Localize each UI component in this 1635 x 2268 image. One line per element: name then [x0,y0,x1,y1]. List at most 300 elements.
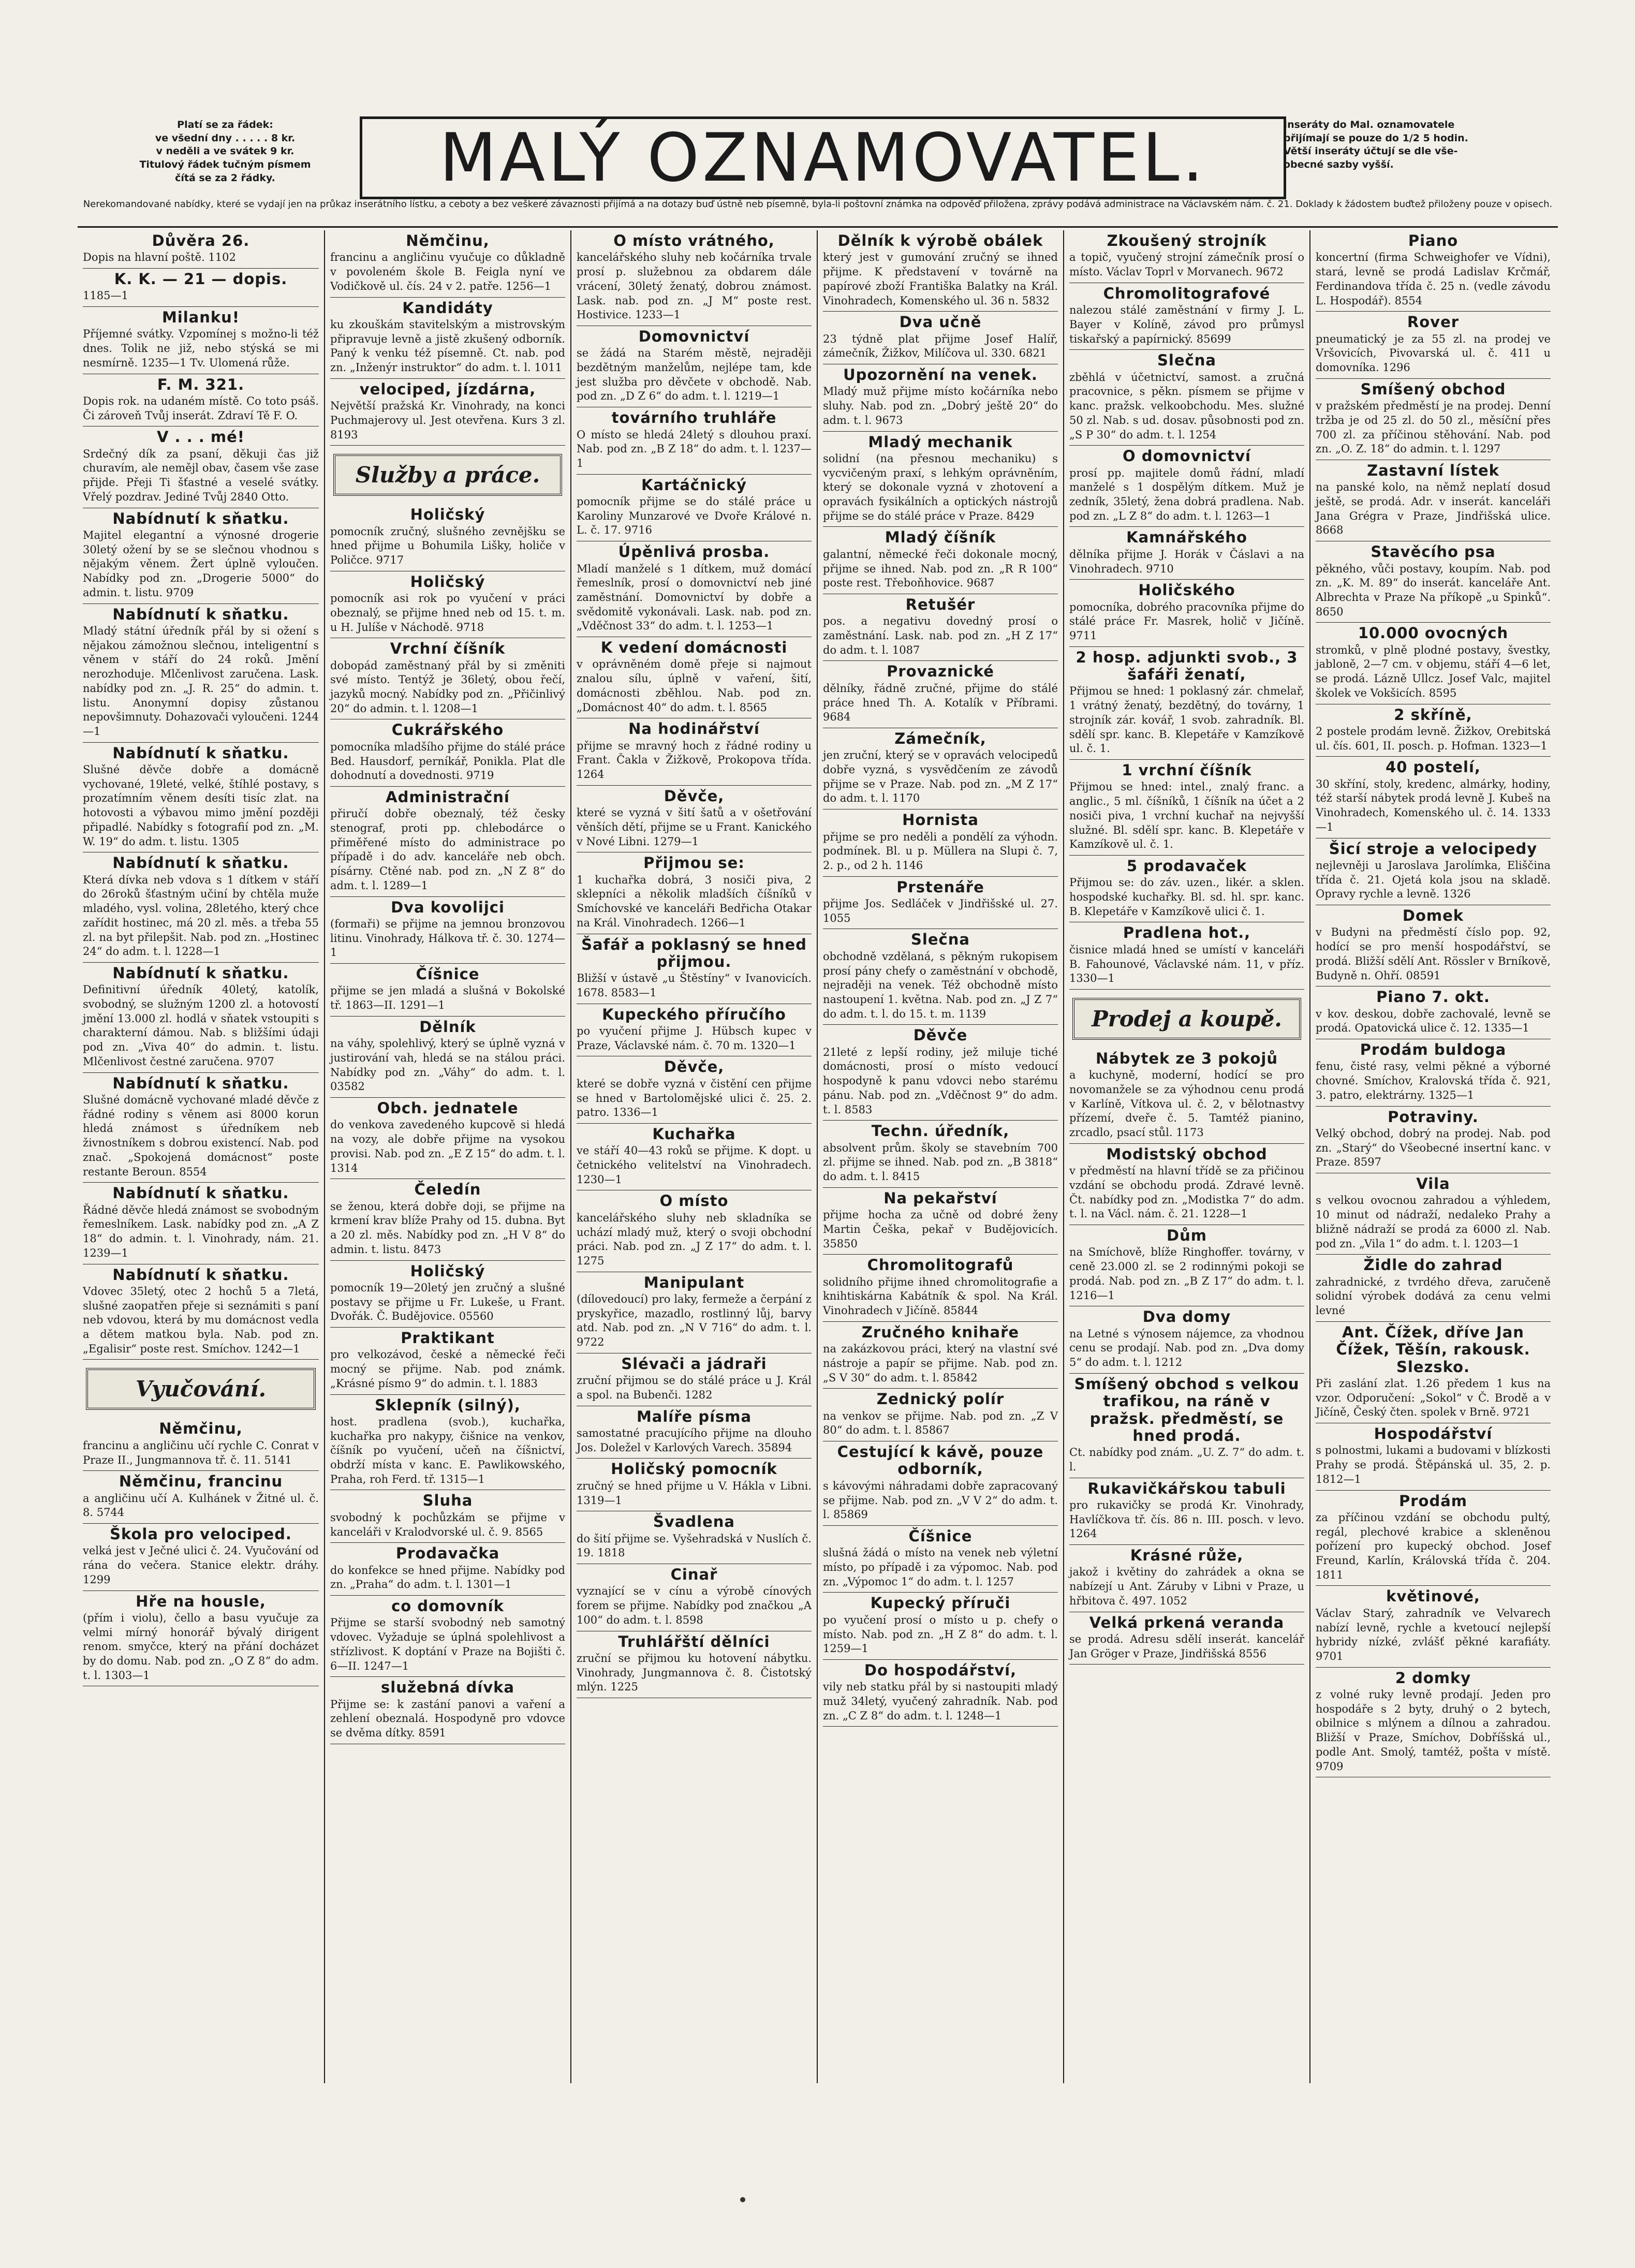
ad-text: jen zruční, který se v opravách velocipedů dobře vyzná, s vysvědčením ze závodů přijme se v Praze. Nab. pod zn. „M Z 17“ do adm. t. l. 1170 [823,749,1058,805]
ad-heading: Číšnice [908,1527,973,1545]
ad-heading: Milanku! [161,308,240,327]
ad-text: 1 kuchařka dobrá, 3 nosiči piva, 2 sklepníci a několik mladších číšníků v Smíchovské ve kanceláři Bedřicha Otakar na Král. Vinohradech. 1266—1 [577,873,812,929]
ad-heading: 40 postelí, [1386,758,1481,776]
section-heading: Služby a práce. [333,454,562,496]
rate-line: čítá se za 2 řádky. [175,172,275,184]
ad-heading: Dva kovolijci [391,898,505,916]
classified-ad [577,786,812,853]
ad-text: pneumatický je za 55 zl. na prodej ve Vršovicích, Pivovarská ul. č. 411 u domovníka. 1296 [1316,332,1551,374]
classified-ad [823,728,1058,809]
ad-heading: Stavěcího psa [1371,543,1496,561]
ad-text: Majitel elegantní a výnosné drogerie 30letý ožení by se se slečnou vhodnou s nějakým věnem. Žert úplně vyloučen. Nabídky pod zn. „Drogerie 5000“ do admin. t. listu. 9709 [83,528,319,599]
ad-heading: 5 prodavaček [1126,857,1247,875]
ad-heading: Upozornění na venek. [843,366,1038,384]
classified-ad [577,1004,812,1057]
ad-text: solidní (na přesnou mechaniku) s vycvičeným praxí, s lehkým oprávněním, který se dokonale vyzná v zhotovení a opravách fysikálních a optických nástrojů přijme se do stálé práce v Praze. 8429 [823,452,1058,522]
ad-heading: K. K. — 21 — dopis. [114,270,288,288]
ad-heading: 2 domky [1395,1669,1471,1687]
ad-text: pomocníka mladšího přijme do stálé práce Bed. Hausdorf, perníkář, Ponikla. Plat dle dohodnutí a dovednosti. 9719 [330,740,565,782]
classified-ad [83,1418,319,1471]
ad-heading: O místo [659,1192,729,1210]
ad-heading: Velká prkená veranda [1089,1613,1285,1631]
classified-ad [83,743,319,853]
ad-heading: F. M. 321. [157,375,245,393]
classified-ad [330,1261,565,1328]
ad-text: Největší pražská Kr. Vinohrady, na konci Puchmajerovy ul. Jest otevřena. Kurs 3 zl. 8193 [330,400,565,441]
classified-ad [1069,856,1304,923]
classified-ad [577,1272,812,1353]
classified-ad [1316,623,1551,704]
ad-heading: V . . . mé! [157,428,245,446]
classified-ad [83,1524,319,1591]
ad-heading: Administrační [386,788,510,806]
ad-text: fenu, čisté rasy, velmi pěkné a výborné chovné. Smíchov, Kralovská třída č. 921, 3. patro, elektrárny. 1325—1 [1316,1060,1551,1101]
ad-heading: Holičského [1138,581,1235,599]
classified-ad [1316,460,1551,541]
classified-ad [577,1511,812,1564]
ad-heading: Děvče, [664,787,725,805]
ad-column [1309,230,1556,2083]
ad-heading: Mladý mechanik [868,433,1013,451]
ad-heading: Holičský [410,1262,485,1280]
classified-ad [1316,757,1551,838]
ad-heading: Němčinu, [159,1420,243,1438]
ad-text: se ženou, která dobře doji, se přijme na krmení krav blíže Prahy od 15. dubna. Byt a 20 zl. měs. Nabídky pod zn. „H V 8“ do admin. t. listu. 8473 [330,1200,565,1256]
ad-column [817,230,1063,2083]
classified-ad [1069,1306,1304,1374]
ad-text: čisnice mladá hned se umístí v kanceláři B. Fahounové, Václavské nám. 11, v příz. 1330—1 [1069,943,1304,985]
ad-heading: Malíře písma [636,1407,752,1425]
classified-ad [577,326,812,407]
ad-text: Bližší v ústavě „u Štěstíny“ v Ivanovicích. 1678. 8583—1 [577,972,812,999]
ad-text: a kuchyně, moderní, hodící se pro novomanžele se za výhodnou cenu prodá v Karlíně, Vítkova ul. č. 2, v bělotnastvy přízemí, dveře č. 5. Tamtéž pianino, zrcadlo, psací stůl. 1173 [1069,1069,1304,1139]
ad-text: pos. a negativu dovedný prosí o zaměstnání. Lask. nab. pod zn. „H Z 17“ do adm. t. l. 1087 [823,615,1058,656]
classified-ad [83,1183,319,1264]
rate-line: Platí se za řádek: [177,119,273,130]
classified-ad [577,637,812,718]
rate-line: Větší inseráty účtují se dle vše- [1284,145,1458,157]
ad-text: ve stáří 40—43 roků se přijme. K dopt. u četnického velitelství na Vinohradech. 1230—1 [577,1144,812,1186]
classified-ad [823,364,1058,432]
classified-ad [1316,1107,1551,1174]
ad-heading: Modistský obchod [1106,1145,1268,1163]
classified-ad [1069,446,1304,527]
ad-heading: K vedení domácnosti [600,639,788,657]
ad-text: po vyučení přijme J. Hübsch kupec v Praze, Václavské nám. č. 70 m. 1320—1 [577,1025,812,1052]
classified-ad [330,1490,565,1543]
classified-ad [1069,1374,1304,1478]
ad-text: pěkného, vůči postavy, koupím. Nab. pod zn. „K. M. 89“ do inserát. kanceláře Ant. Albrechta v Praze Na příkopě „u Spinků“. 8650 [1316,562,1551,618]
ad-heading: Manipulant [643,1273,745,1291]
ad-heading: Zkoušený strojník [1107,232,1267,249]
ad-heading: Číšnice [416,965,480,983]
ad-heading: Dva domy [1142,1308,1231,1326]
classified-ad [1316,312,1551,379]
ad-heading: Mladý číšník [885,528,996,547]
ad-text: dobopád zaměstnaný přál by si změniti své místo. Tentýž je 36letý, obou řečí, jazyků mocný. Nabídky pod zn. „Přičinlivý 20“ do admin. t. l. 1208—1 [330,659,565,715]
classified-ad [330,964,565,1017]
classified-ad [83,963,319,1073]
ad-heading: Rukavičkářskou tabuli [1087,1479,1286,1497]
rates-box-left [88,119,362,185]
ad-text: 1185—1 [83,289,128,302]
ad-heading: Úpěnlivá prosba. [618,543,770,561]
ad-text: v pražském předměstí je na prodej. Denní tržba je od 25 zl. do 50 zl., měsíční přes 700 zl. za příčinou stěhování. Nab. pod zn. „O. Z. 18“ do admin. t. l. 1297 [1316,400,1551,455]
ad-text: Srdečný dík za psaní, děkuji čas již churavím, ale nemějl obav, časem vše zase přijde. Přeji Ti šťastné a veselé svátky. Vřelý pozdrav. Jediné Tvůj 2840 Otto. [83,447,319,503]
ad-heading: Truhlářští dělníci [618,1632,770,1651]
classified-ad [823,929,1058,1025]
ad-heading: Cinař [670,1566,718,1583]
classified-ad [577,718,812,786]
ad-heading: Cestující k kávě, pouze odborník, [837,1443,1044,1478]
ad-heading: Smíšený obchod [1360,380,1506,398]
ad-heading: co domovník [391,1597,504,1615]
classified-ad [330,1596,565,1677]
classified-ad [83,1264,319,1360]
ad-heading: Švadlena [653,1513,735,1531]
classified-ad [83,1471,319,1524]
ad-heading: Prodám buldoga [1360,1041,1507,1059]
ad-heading: Obch. jednatele [377,1099,519,1117]
ad-text: a angličinu učí A. Kulhánek v Žitné ul. č. 8. 5744 [83,1492,319,1519]
ad-heading: Hospodářství [1374,1425,1493,1442]
ad-heading: O místo vrátného, [613,232,775,249]
ad-text: který jest v gumování zručný se ihned přijme. K představení v továrně na papírové zboží Františka Balatky na Král. Vinohradech, Komenského ul. 36 n. 5832 [823,251,1058,307]
ad-text: po vyučení prosí o místo u p. chefy o místo. Nab. pod zn. „H Z 8“ do adm. t. l. 1259—1 [823,1613,1058,1655]
rate-line: Titulový řádek tučným písmem [139,158,311,170]
ad-column [78,230,324,2083]
ad-heading: Nabídnutí k sňatku. [112,509,289,527]
ad-text: Slušné domácně vychované mladé děvče z řádné rodiny s věnem asi 8000 korun hledá známost s úředníkem neb živnostníkem s dobrou existencí. Nab. pod znač. „Spokojená domácnost“ poste restante Beroun. 8554 [83,1093,319,1178]
ad-text: se žádá na Starém městě, nejraději bezdětným manželům, nejlépe tam, kde jest služba pro děvčete v obchodě. Nab. pod zn. „D Z 6“ do adm. t. l. 1219—1 [577,347,812,403]
ad-column [570,230,817,2083]
ad-text: nejlevněji u Jaroslava Jarolímka, Eliščina třída č. 21. Ojetá kola jsou na skladě. Opravy rychle a levně. 1326 [1316,859,1551,901]
ad-text: velká jest v Ječné ulici č. 24. Vyučování od rána do večera. Stanice elektr. dráhy. 1299 [83,1544,319,1586]
ad-heading: Potraviny. [1388,1108,1479,1126]
classified-ad [577,230,812,326]
ad-text: v kov. deskou, dobře zachovalé, levně se prodá. Opatovická ulice č. 12. 1335—1 [1316,1007,1551,1035]
rate-line: obecné sazby vyšší. [1284,158,1394,170]
classified-ad [83,269,319,307]
ad-text: (formaři) se přijme na jemnou bronzovou litinu. Vinohrady, Hálkova tř. č. 30. 1274—1 [330,917,565,959]
classified-ad [823,1660,1058,1727]
classified-ad [1069,760,1304,856]
ad-heading: Nabídnutí k sňatku. [112,854,289,872]
ad-heading: Rover [1407,313,1460,331]
ad-text: Ct. nabídky pod znám. „U. Z. 7“ do adm. t. l. [1069,1446,1304,1473]
classified-ad [1069,1225,1304,1306]
classified-ad [1069,1144,1304,1225]
classified-ad [83,1073,319,1183]
classified-ad [1316,1322,1551,1423]
ad-heading: velociped, jízdárna, [359,380,536,398]
classified-ad [823,1255,1058,1322]
section-heading: Vyučování. [86,1368,316,1410]
ad-text: zahradnické, z tvrdého dřeva, zaručeně solidní výrobek dodává za cenu velmi levné [1316,1275,1551,1317]
classified-ad [577,1124,812,1191]
classified-ad [577,1564,812,1631]
ad-text: do venkova zavedeného kupcově si hledá na vozy, ale dobře přijme na vysokou provisi. Nab. pod zn. „E Z 15“ do adm. t. l. 1314 [330,1118,565,1174]
ad-text: svobodný k pochůzkám se přijme v kanceláři v Kralodvorské ul. č. 9. 8565 [330,1511,565,1538]
ad-heading: Krásné růže, [1130,1547,1244,1565]
classified-ad [330,379,565,446]
ad-heading: Nabídnutí k sňatku. [112,964,289,982]
ad-text: na Letné s výnosem nájemce, za vhodnou cenu se prodají. Nab. pod zn. „Dva domy 5“ do adm. t. l. 1212 [1069,1327,1304,1369]
rate-line: Inseráty do Mal. oznamovatele [1284,119,1455,130]
rate-line: ve všední dny . . . . . 8 kr. [155,132,296,144]
classified-ad [823,312,1058,364]
ad-heading: Dělník k výrobě obálek [837,232,1043,249]
ad-heading: Na hodinářství [628,720,760,738]
classified-ad [330,1395,565,1491]
ad-text: pomocník přijme se do stálé práce u Karoliny Munzarové ve Dvoře Králové n. L. č. 17. 9716 [577,495,812,537]
ad-text: s polnostmi, lukami a budovami v blízkosti Prahy se prodá. Štěpánská ul. 35, 2. p. 1812—1 [1316,1444,1551,1485]
ad-heading: služebná dívka [381,1678,514,1697]
ad-text: vily neb statku přál by si nastoupiti mladý muž 34letý, vyučený zahradník. Nab. pod zn. „C Z 8“ do adm. t. l. 1248—1 [823,1681,1058,1722]
ad-text: 2 postele prodám levně. Žižkov, Orebitská ul. čís. 601, II. posch. p. Hofman. 1323—1 [1316,725,1551,752]
ad-text: zběhlá v účetnictví, samost. a zručná pracovnice, s pěkn. písmem se přijme v kanc. pražsk. velkoobchodu. Mes. služné 50 zl. Nab. s ud. dosav. působnosti pod zn. „S P 30“ do adm. t. l. 1254 [1069,371,1304,441]
ad-heading: Kupeckého příručího [602,1005,786,1023]
ad-heading: Přijmou se: [643,854,745,872]
ad-text: Slušné děvče dobře a domácně vychované, 19leté, velké, štíhlé postavy, s prozatímním věnem desíti tisíc zlat. na hotovosti a výbavou mimo jmění později připadlé. Nabídky s fotografií pod zn. „M. W. 19“ do adm. t. listu. 1305 [83,763,319,848]
ad-text: Při zaslání zlat. 1.26 předem 1 kus na vzor. Odporučení: „Sokol“ v Č. Brodě a v Jičíně, Český čten. spolek v Brně. 9721 [1316,1377,1551,1419]
ad-heading: Židle do zahrad [1363,1256,1503,1274]
ad-text: které se dobře vyzná v čistění cen přijme se hned v Bartolomějské ulici č. 25. 2. patro. 1336—1 [577,1077,812,1119]
classified-ad [823,527,1058,594]
ad-text: ku zkouškám stavitelským a mistrovským připravuje levně a jistě zkušený odborník. Paný k venku též písemně. Ct. nab. pod zn. „Inženýr instruktor“ do adm. t. l. 1011 [330,318,565,374]
ad-text: 23 týdně plat přijme Josef Halíř, zámečník, Žižkov, Milíčova ul. 330. 6821 [823,332,1058,360]
classified-ad [1316,1491,1551,1586]
classified-ad [83,307,319,374]
ad-heading: Holičský pomocník [611,1460,777,1478]
ad-heading: Kandidáty [402,299,493,317]
classified-ad [823,1121,1058,1188]
classified-ad [330,638,565,719]
notice-line: Nerekomandované nabídky, které se vydají jen na průkaz inserátního lístku, a ceboty a bez veškeré závaznosti přijímá a na dotazy buď ústně neb písemně, byla-li poštovní známka na odpověď přiložena, zprávy podává administrace na Václavském nám. č. 21. Doklady k žádostem buďtež přiloženy pouze v opisech. [83,199,1553,210]
ad-text: na váhy, spolehlivý, který se úplně vyzná v justirování vah, hledá se na stálou práci. Nabídky pod zn. „Váhy“ do adm. t. l. 03582 [330,1037,565,1093]
ad-heading: Nábytek ze 3 pokojů [1095,1049,1278,1067]
ad-text: zruční se přijmou ku hotovení nábytku. Vinohrady, Jungmannova č. 8. Čistotský mlýn. 1225 [577,1652,812,1693]
classified-ad [1316,986,1551,1039]
ad-text: obchodně vzdělaná, s pěkným rukopisem prosí pány chefy o zaměstnání v obchodě, nejraději na venek. Též obchodně místo nastoupení 1. května. Nab. pod zn. „J Z 7“ do adm. t. l. do 15. t. m. 1139 [823,950,1058,1020]
newspaper-page [78,111,1558,2156]
page-title: MALÝ OZNAMOVATEL. [439,119,1206,197]
ad-heading: Techn. úředník, [871,1122,1010,1140]
ad-text: jakož i květiny do zahrádek a okna se nabízejí u Ant. Záruby v Libni v Praze, u hřbitova č. 497. 1052 [1069,1566,1304,1607]
ad-text: nalezou stálé zaměstnání v firmy J. L. Bayer v Kolíně, závod pro průmysl tiskařský a papírnický. 85699 [1069,304,1304,345]
classified-ad [823,1526,1058,1593]
ad-text: stromků, v plně plodné postavy, švestky, jabloně, 2—7 cm. v objemu, stáří 4—6 let, se prodá. Lázně Ullcz. Josef Valc, majitel školek ve Vokšicích. 8595 [1316,643,1551,699]
ad-heading: Kamnářského [1126,528,1247,547]
ad-text: O místo se hledá 24letý s dlouhou praxí. Nab. pod zn. „B Z 18“ do adm. t. l. 1237—1 [577,428,812,469]
ad-heading: Dům [1167,1227,1207,1245]
ad-text: samostatné pracujícího přijme na dlouho Jos. Doležel v Karlových Varech. 35894 [577,1427,812,1454]
ad-heading: O domovnictví [1123,447,1251,465]
rate-line: přijímají se pouze do 1/2 5 hodin. [1284,132,1468,144]
classified-ad [1069,647,1304,760]
ad-text: prosí pp. majitele domů řádní, mladí manželé s 1 dospělým dítkem. Muž je zedník, 35letý, žena dobrá pradlena. Nab. pod zn. „L Z 8“ do adm. t. l. 1263—1 [1069,466,1304,522]
classified-ad [577,475,812,542]
classified-ad [1069,1545,1304,1612]
ad-heading: Nabídnutí k sňatku. [112,744,289,762]
classified-ad [1316,1173,1551,1255]
ad-heading: Důvěra 26. [152,232,250,249]
ad-heading: Retušér [905,595,976,613]
ad-heading: Nabídnutí k sňatku. [112,605,289,623]
ad-text: Řádné děvče hledá známost se svobodným řemeslníkem. Lask. nabídky pod zn. „A Z 18“ do admin. t. l. Vinohrady, nám. 21. 1239—1 [83,1203,319,1259]
ad-text: Definitivní úředník 40letý, katolík, svobodný, se služným 1200 zl. a hotovostí jmění 13.000 zl. hodlá v sňatek vstoupiti s charakterní dámou. Nab. s bližšími údaji pod zn. „Viva 40“ do admin. t. listu. Mlčenlivost čestné zaručena. 9707 [83,983,319,1068]
ad-heading: Holičský [410,572,485,591]
classified-ad [1069,283,1304,350]
ad-heading: Slečna [1157,351,1216,370]
ad-heading: 2 hosp. adjunkti svob., 3 šafáři ženatí, [1076,648,1298,684]
classified-ad [330,1677,565,1744]
ad-heading: Kartáčnický [641,476,747,494]
classified-ad [1069,922,1304,990]
ad-heading: Prodavačka [395,1544,500,1563]
ad-heading: Škola pro velociped. [110,1525,292,1543]
ad-text: do šití přijme se. Vyšehradská v Nuslích č. 19. 1818 [577,1532,812,1559]
ad-heading: Na pekařství [883,1189,997,1207]
ad-text: pomocník asi rok po vyučení v práci obeznalý, se přijme hned neb od 15. t. m. u H. Julíše v Náchodě. 9718 [330,592,565,634]
ad-text: pro velkozávod, české a německé řeči mocný se přijme. Nab. pod známk. „Krásné písmo 9“ do admin. t. l. 1883 [330,1348,565,1390]
classified-ad [1316,838,1551,906]
ad-text: Dopis rok. na udaném místě. Co toto psáš. Či zároveň Tvůj inserát. Zdraví Tě F. O. [83,394,319,422]
classified-ad [1069,580,1304,647]
ad-text: Přijmou se: do záv. uzen., likér. a sklen. hospodské kuchařky. Bl. sd. hl. spr. kanc. B. Klepetáře v Kamzíkově ulici č. 1. [1069,876,1304,918]
section-heading: Prodej a koupě. [1072,998,1301,1040]
ad-text: (dílovedoucí) pro laky, fermeže a čerpání z pryskyřice, mazadlo, rostlinný lůj, barvy atd. Nab. pod zn. „N V 716“ do adm. t. l. 9722 [577,1293,812,1349]
classified-ad [330,1543,565,1596]
classified-ad [330,571,565,639]
ad-text: z volné ruky levně prodají. Jeden pro hospodáře s 2 byty, druhý o 2 bytech, obilnice s mlýnem a dílnou a zahradou. Bližší v Praze, Smíchov, Dobříšská ul., podle Ant. Smolý, tamtéž, pošta v místě. 9709 [1316,1688,1551,1773]
ad-text: zruční přijmou se do stálé práce u J. Král a spol. na Bubenči. 1282 [577,1374,812,1401]
ad-text: Která dívka neb vdova s 1 dítkem v stáří do 26roků šťastným učiní by chtěla muže mladého, vysl. volina, 28letého, který chce zařídit hostinec, má 20 zl. měs. a třeba 55 zl. na byt přilepšit. Nab. pod zn. „Hostinec 24“ do adm. t. l. 1228—1 [83,873,319,958]
ad-text: dělníka přijme J. Horák v Čáslavi a na Vinohradech. 9710 [1069,548,1304,575]
classified-ad [1069,1612,1304,1665]
ad-text: pomocníka, dobrého pracovníka přijme do stálé práce Fr. Masrek, holič v Jičíně. 9711 [1069,600,1304,642]
ad-text: Mladý státní úředník přál by si ožení s nějakou zámožnou slečnou, inteligentní s věnem v stáří do 24 roků. Jmění nerozhoduje. Mlčenlivost zaručena. Lask. nabídky pod zn. „J. R. 25“ do admin. t. listu. Anonymní dopisy zůstanou nepovšimnuty. Dohazovači vyloučeni. 1244—1 [83,624,319,738]
ad-heading: Zednický polír [876,1390,1005,1408]
ad-text: 30 skříní, stoly, kredenc, almárky, hodiny, též starší nábytek prodá levně J. Kubeš na Vinohradech, Komenského ul. č. 14. 1333—1 [1316,777,1551,833]
ad-heading: 10.000 ovocných [1358,624,1509,642]
rates-box-right [1284,119,1558,172]
ad-text: přiručí dobře obeznalý, též česky stenograf, proti pp. chlebodárce o přiměřené místo do administrace po případě i do adv. kanceláře neb obch. písárny. Ctěné nab. pod zn. „N Z 8“ do adm. t. l. 1289—1 [330,807,565,892]
classified-ad [1069,350,1304,446]
classified-ad [1316,230,1551,312]
classified-ad [83,426,319,508]
ad-heading: Slečna [911,931,970,949]
ad-heading: Šicí stroje a velocipedy [1329,840,1538,858]
ad-text: zručný se hned přijme u V. Hákla v Libni. 1319—1 [577,1479,812,1507]
ad-text: solidního přijme ihned chromolitografie a knihtiskárna Kabátník & spol. Na Král. Vinohradech v Jičíně. 85844 [823,1275,1058,1317]
ad-heading: Piano 7. okt. [1376,988,1490,1006]
ad-heading: továrního truhláře [611,409,777,427]
ad-text: absolvent prům. školy se stavebním 700 zl. přijme se ihned. Nab. pod zn. „B 3818“ do adm. t. l. 8415 [823,1141,1058,1183]
classified-ad [577,1406,812,1459]
classified-ad [577,1056,812,1124]
ad-text: s kávovými náhradami dobře zapracovaný se přijme. Nab. pod zn. „V V 2“ do adm. t. l. 85869 [823,1479,1058,1521]
ad-text: francinu a angličinu učí rychle C. Conrat v Praze II., Jungmannova tř. č. 11. 5141 [83,1439,319,1466]
ad-text: 21leté z lepší rodiny, jež miluje tiché domácnosti, prosí o místo vedoucí hospodyně k panu vdovci nebo starému pánu. Nab. pod zn. „Vděčnost 9“ do adm. t. l. 8583 [823,1045,1058,1116]
ad-text: vyznající se v cínu a výrobě cínových forem se přijme. Nabídky pod značkou „A 100“ do adm. t. l. 8598 [577,1585,812,1626]
ad-text: na zakázkovou práci, který na vlastní své nástroje a papír se přijme. Nab. pod zn. „S V 30“ do adm. t. l. 85842 [823,1343,1058,1384]
classified-ad [823,594,1058,661]
ad-text: přijme se jen mladá a slušná v Bokolské tř. 1863—II. 1291—1 [330,984,565,1012]
ad-text: francinu a angličinu vyučuje co důkladně v povoleném škole B. Feigla nyní ve Vodičkově ul. čís. 24 v 2. patře. 1256—1 [330,251,565,292]
header-rule [78,226,1558,228]
ad-text: Václav Starý, zahradník ve Velvarech nabízí levně, rychle a kvetoucí nejlepší hybridy nízké, zvlášť pěkné karafiáty. 9701 [1316,1607,1551,1662]
ad-heading: Smíšený obchod s velkou trafikou, na ráně v pražsk. předměstí, se hned prodá. [1074,1375,1300,1445]
ad-heading: Děvče [913,1026,968,1044]
ad-heading: Chromolitografů [867,1256,1014,1274]
classified-ad [83,374,319,427]
ad-heading: Cukrářského [391,721,504,739]
classified-ad [577,934,812,1004]
ad-text: přijme hocha za učně od dobré ženy Martin Češka, pekař v Budějovicích. 35850 [823,1209,1058,1250]
ad-column [1063,230,1309,2083]
ad-text: Vdovec 35letý, otec 2 hochů 5 a 7letá, slušné zaopatřen přeje si seznámiti s paní neb vdovou, která by mu domácnost vedla a dětem matkou byla. Nab. pod zn. „Egalisir“ poste rest. Smíchov. 1242—1 [83,1285,319,1355]
ad-text: do konfekce se hned přijme. Nabídky pod zn. „Praha“ do adm. t. l. 1301—1 [330,1564,565,1591]
ad-heading: Chromolitografové [1103,284,1271,302]
classified-ad [823,1025,1058,1121]
ad-text: pomocník 19—20letý jen zručný a slušné postavy se přijme u Fr. Lukeše, u Frant. Dvořák. Č. Budějovice. 05560 [330,1281,565,1323]
classified-ad [330,897,565,964]
ad-text: koncertní (firma Schweighofer ve Vídni), stará, levně se prodá Ladislav Krčmář, Ferdinandova třída č. 25 n. (vedle závodu L. Hospodář). 8554 [1316,251,1551,307]
ad-heading: květinové, [1386,1587,1480,1606]
ad-text: Příjemné svátky. Vzpomínej s možno-li též dnes. Tolik ne již, nebo stýská se mi nesmírně. 1235—1 Tv. Ulomená růže. [83,328,319,369]
ad-column [324,230,570,2083]
classified-ad [823,661,1058,728]
ad-heading: Zručného knihaře [861,1323,1020,1341]
classified-ad [823,1322,1058,1389]
ad-heading: Praktikant [401,1329,495,1347]
ad-text: Mladý muž přijme místo kočárníka nebo sluhy. Nab. pod zn. „Dobrý ještě 20“ do adm. t. l. 9673 [823,385,1058,426]
classified-ad [330,787,565,897]
classified-ad [1316,1423,1551,1491]
title-box [360,116,1286,199]
ad-text: na venkov se přijme. Nab. pod zn. „Z V 80“ do adm. t. l. 85867 [823,1409,1058,1437]
classified-ad [1316,541,1551,623]
ad-heading: Sluha [422,1492,473,1510]
classified-ad [823,1188,1058,1255]
classified-ad [1069,527,1304,580]
rate-line: v neděli a ve svátek 9 kr. [156,145,294,157]
classified-ad [330,230,565,298]
ad-heading: Šafář a poklasný se hned přijmou. [581,935,807,970]
classified-ad [1316,1668,1551,1778]
ad-text: a topič, vyučený strojní zámečník prosí o místo. Václav Toprl v Morvanech. 9672 [1069,251,1304,278]
ad-heading: Sklepník (silný), [375,1396,521,1414]
ad-heading: 1 vrchní číšník [1122,761,1252,779]
classified-ad [823,877,1058,930]
ad-heading: Hře na housle, [136,1592,266,1610]
classified-ad [1316,1039,1551,1107]
ad-heading: Holičský [410,506,485,524]
classified-ad [823,432,1058,527]
ad-text: se prodá. Adresu sdělí inserát. kancelář Jan Gröger v Praze, Jindřišská 8556 [1069,1632,1304,1660]
ad-heading: Němčinu, francinu [119,1472,283,1491]
ad-text: na panské kolo, na němž neplatí dosud ještě, se prodá. Adr. v inserát. kanceláři Jana Grégra v Praze, Jindřišská ulice. 8668 [1316,481,1551,537]
classified-ad [577,1353,812,1406]
ad-text: v Budyni na předměstí číslo pop. 92, hodící se pro menší hospodářství, se prodá. Bližší sdělí Ant. Rössler v Brníkově, Budyně n. Ohří. 08591 [1316,926,1551,982]
ad-heading: Nabídnutí k sňatku. [112,1184,289,1202]
ad-text: přijme Jos. Sedláček v Jindřišské ul. 27. 1055 [823,897,1058,924]
ad-heading: Zastavní lístek [1367,461,1499,479]
classified-ad [1316,1586,1551,1667]
ad-text: v předměstí na hlavní třídě se za přičinou vzdání se obchodu prodá. Zdravé levně. Čt. nabídky pod zn. „Modistka 7“ do adm. t. l. na Václ. nám. č. 21. 1228—1 [1069,1165,1304,1220]
ad-heading: Čeledín [414,1181,481,1199]
